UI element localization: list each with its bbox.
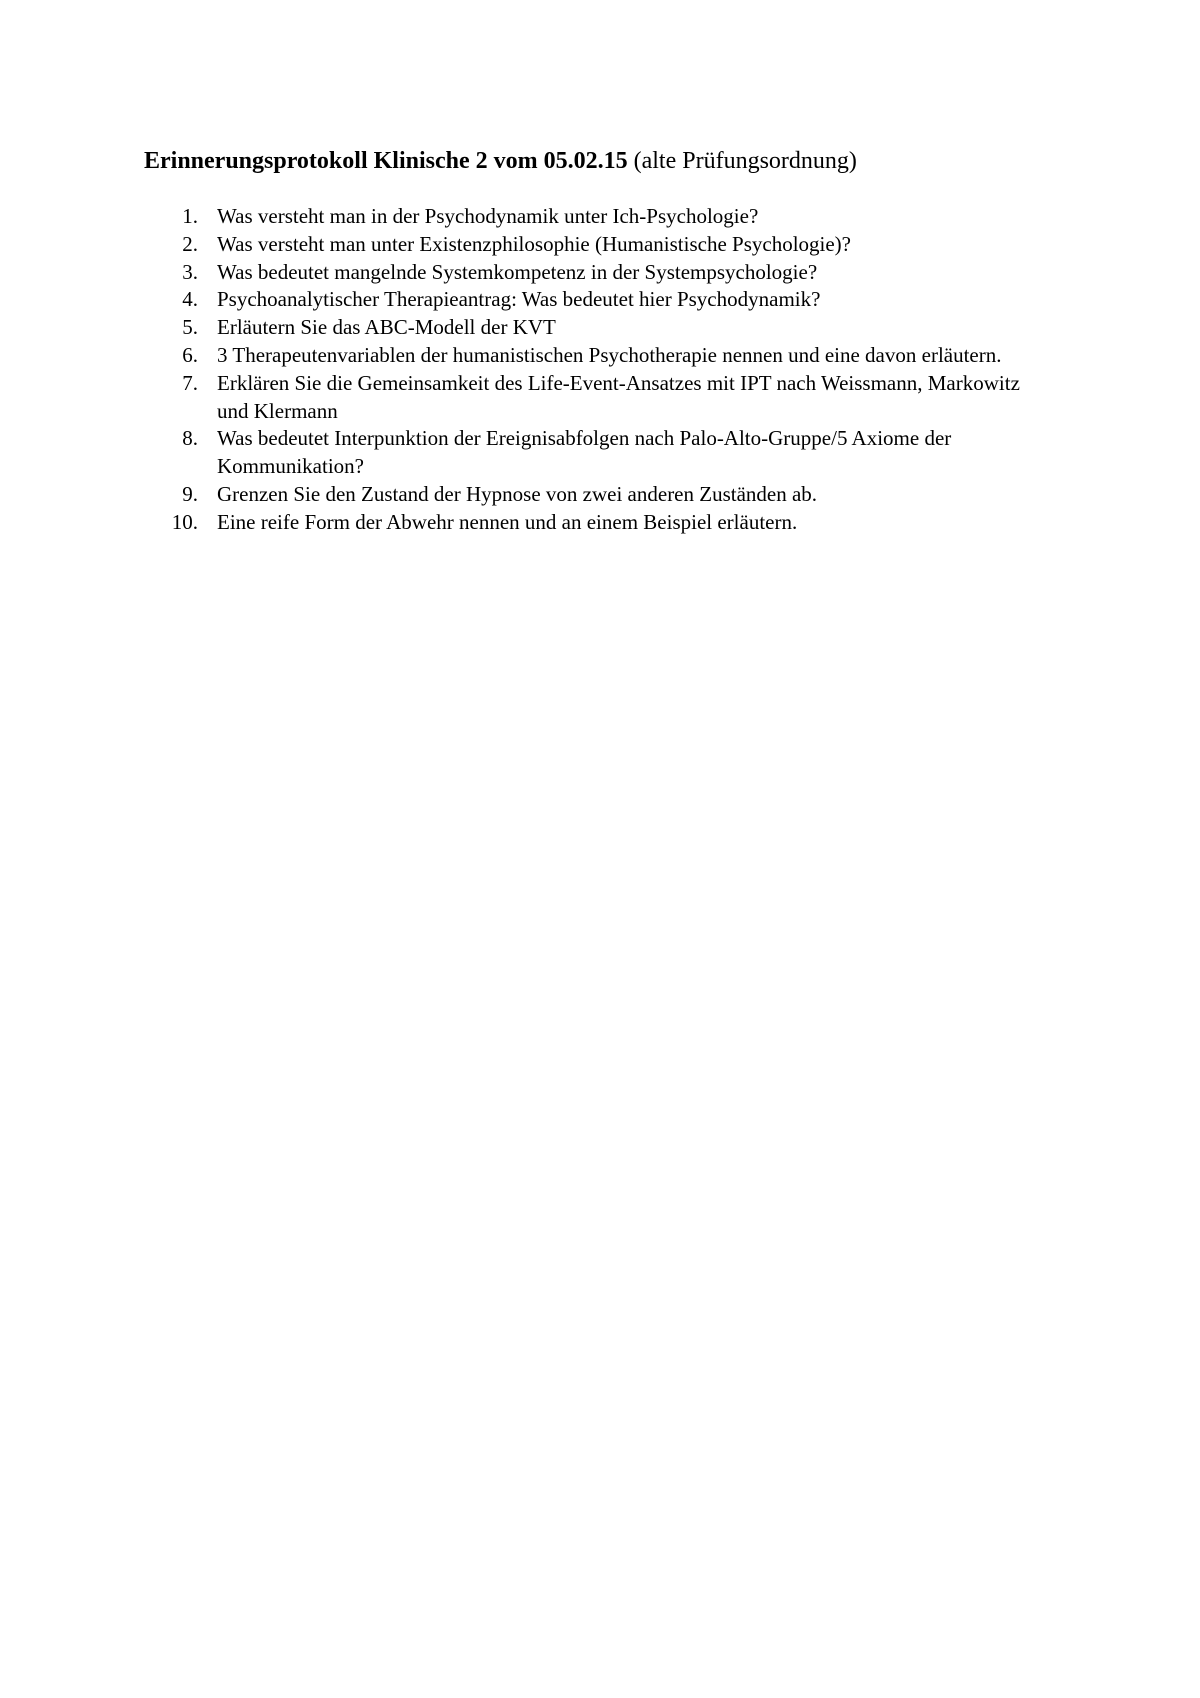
question-text: Was versteht man in der Psychodynamik unter Ich-Psychologie? [217,204,759,228]
question-number: 4. [182,287,198,312]
question-number: 9. [182,481,198,506]
question-number: 10. [171,509,198,534]
question-item-1 [144,203,1044,231]
question-text: Was versteht man unter Existenzphilosophie (Humanistische Psychologie)? [217,231,851,256]
question-item-9 [144,481,1044,509]
question-item-3 [144,259,1044,287]
question-number: 8. [182,426,198,451]
question-item-4 [144,286,1044,314]
question-list [144,203,1044,537]
question-item-5 [144,314,1044,342]
question-text: Psychoanalytischer Therapieantrag: Was bedeutet hier Psychodynamik? [217,287,821,312]
question-text: Grenzen Sie den Zustand der Hypnose von zwei anderen Zuständen ab. [217,481,818,506]
question-item-2 [144,231,1044,259]
question-text: Erläutern Sie das ABC-Modell der KVT [217,315,556,340]
question-number: 6. [182,342,198,367]
page-title [144,146,1094,176]
question-text: Eine reife Form der Abwehr nennen und an einem Beispiel erläutern. [217,509,798,534]
question-number: 1. [182,204,198,228]
question-item-10 [144,509,1044,537]
title-main: Erinnerungsprotokoll Klinische 2 vom 05.02.15 [144,148,628,174]
question-text: Was bedeutet mangelnde Systemkompetenz in der Systempsychologie? [217,259,818,284]
question-text: Was bedeutet Interpunktion der Ereignisabfolgen nach Palo-Alto-Gruppe/5 Axiome der Kommunikation? [217,426,952,479]
question-number: 7. [182,370,198,395]
question-item-8 [144,425,1044,481]
question-number: 2. [182,231,198,256]
question-number: 5. [182,315,198,340]
question-text: 3 Therapeutenvariablen der humanistischen Psychotherapie nennen und eine davon erläutern. [217,342,1002,367]
question-item-7 [144,370,1044,426]
title-note: (alte Prüfungsordnung) [633,148,857,174]
question-item-6 [144,342,1044,370]
question-number: 3. [182,259,198,284]
question-text: Erklären Sie die Gemeinsamkeit des Life-Event-Ansatzes mit IPT nach Weissmann, Markowitz und Klermann [217,370,1020,423]
